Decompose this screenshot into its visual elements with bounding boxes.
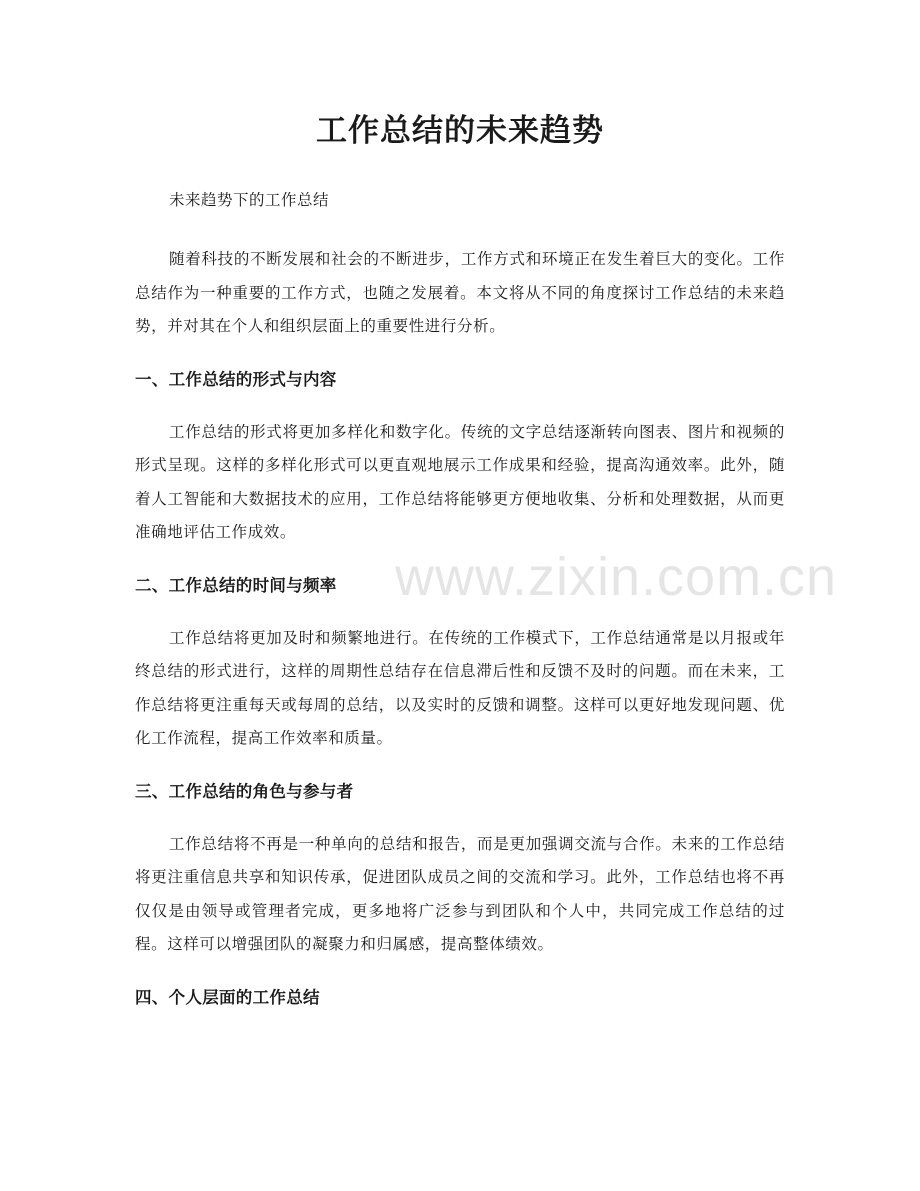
section-heading-personal-level: 四、个人层面的工作总结: [135, 987, 320, 1007]
document-title: 工作总结的未来趋势: [316, 113, 604, 149]
section-heading-roles-participants: 三、工作总结的角色与参与者: [135, 781, 354, 801]
section-heading-form-content: 一、工作总结的形式与内容: [135, 369, 337, 389]
watermark-text: www.zixin.com.cn: [395, 547, 838, 607]
document-subtitle: 未来趋势下的工作总结: [169, 191, 330, 209]
intro-paragraph: 随着科技的不断发展和社会的不断进步，工作方式和环境正在发生着巨大的变化。工作总结作为一种重要的工作方式，也随之发展着。本文将从不同的角度探讨工作总结的未来趋势，并对其在个人和组织层面上的重要性进行分析。: [135, 250, 785, 335]
document-body: [135, 184, 785, 1034]
section-body-time-frequency: 工作总结将更加及时和频繁地进行。在传统的工作模式下，工作总结通常是以月报或年终总结的形式进行，这样的周期性总结存在信息滞后性和反馈不及时的问题。而在未来，工作总结将更注重每天或每周的总结，以及实时的反馈和调整。这样可以更好地发现问题、优化工作流程，提高工作效率和质量。: [135, 628, 785, 747]
section-body-roles-participants: 工作总结将不再是一种单向的总结和报告，而是更加强调交流与合作。未来的工作总结将更注重信息共享和知识传承，促进团队成员之间的交流和学习。此外，工作总结也将不再仅仅是由领导或管理者完成，更多地将广泛参与到团队和个人中，共同完成工作总结的过程。这样可以增强团队的凝聚力和归属感，提高整体绩效。: [135, 834, 785, 953]
section-body-form-content: 工作总结的形式将更加多样化和数字化。传统的文字总结逐渐转向图表、图片和视频的形式呈现。这样的多样化形式可以更直观地展示工作成果和经验，提高沟通效率。此外，随着人工智能和大数据技术的应用，工作总结将能够更方便地收集、分析和处理数据，从而更准确地评估工作成效。: [135, 422, 785, 541]
section-heading-time-frequency: 二、工作总结的时间与频率: [135, 575, 337, 595]
